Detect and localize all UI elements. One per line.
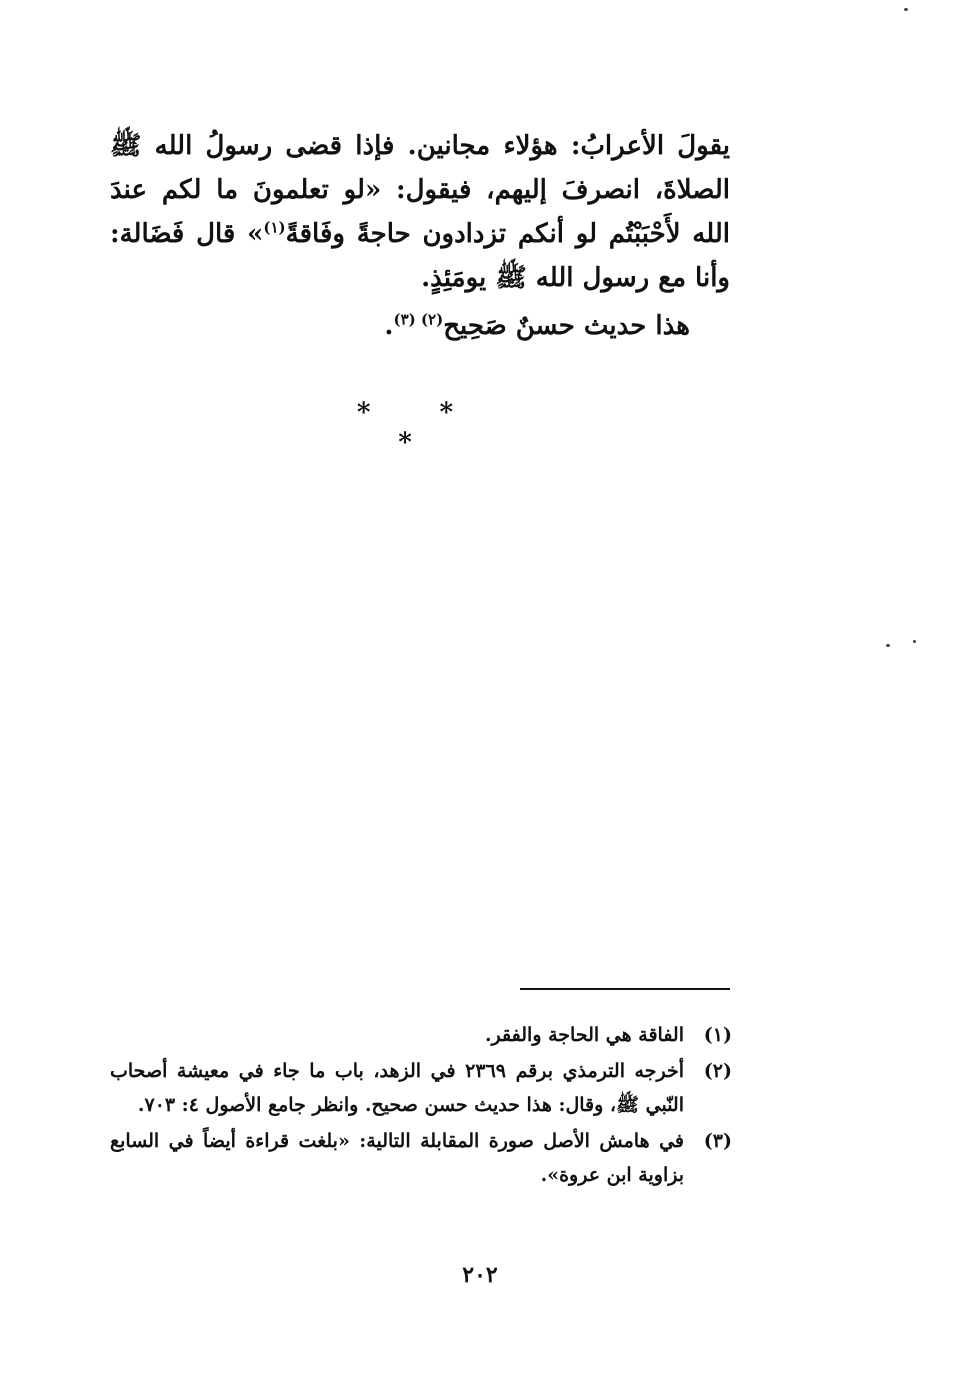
footnote-text: في هامش الأصل صورة المقابلة التالية: «بلغت قراءة أيضاً في السابع بزاوية ابن عروة». <box>110 1130 684 1186</box>
footnote-item <box>110 1018 732 1052</box>
scan-speck <box>913 640 916 643</box>
grade-end: . <box>384 311 394 341</box>
section-separator: * * * <box>356 398 484 458</box>
footnotes-section <box>110 1018 732 1194</box>
footnote-number: (١) <box>703 1024 732 1046</box>
footnote-number: (٢) <box>703 1060 732 1082</box>
footnote-text: أخرجه الترمذي برقم ٢٣٦٩ في الزهد، باب ما جاء في معيشة أصحاب النّبي ﷺ، وقال: هذا حديث حسن صحيح. وانظر جامع الأصول ٤: ٧٠٣. <box>110 1060 684 1116</box>
scan-speck <box>904 8 908 11</box>
hadith-grade-line <box>300 304 690 348</box>
paragraph-end-text: » قال فَضَالة: وأنا مع رسول الله ﷺ يومَئِذٍ. <box>110 219 730 293</box>
footnote-item <box>110 1054 732 1122</box>
footnote-text: الفاقة هي الحاجة والفقر. <box>484 1024 684 1046</box>
footnote-item <box>110 1124 732 1192</box>
paragraph-text: يقولَ الأعرابُ: هؤلاء مجانين. فإذا قضى رسولُ الله ﷺ الصلاةَ، انصرفَ إليهم، فيقول: «لو تعلمونَ ما لكم عندَ الله لأَحْبَبْتُم لو أنكم تزدادون حاجةً وفَاقةً <box>110 131 730 249</box>
grade-text: هذا حديث حسنٌ صَحِيح <box>443 311 690 341</box>
footnote-refs-2-3[interactable]: (٢) (٣) <box>393 310 444 329</box>
scan-speck <box>886 644 890 647</box>
page-number: ٢٠٢ <box>462 1262 498 1288</box>
footnote-number: (٣) <box>703 1130 732 1152</box>
footnote-ref-1[interactable]: (١) <box>263 218 286 237</box>
main-paragraph <box>110 124 730 300</box>
footnote-divider <box>520 988 730 990</box>
